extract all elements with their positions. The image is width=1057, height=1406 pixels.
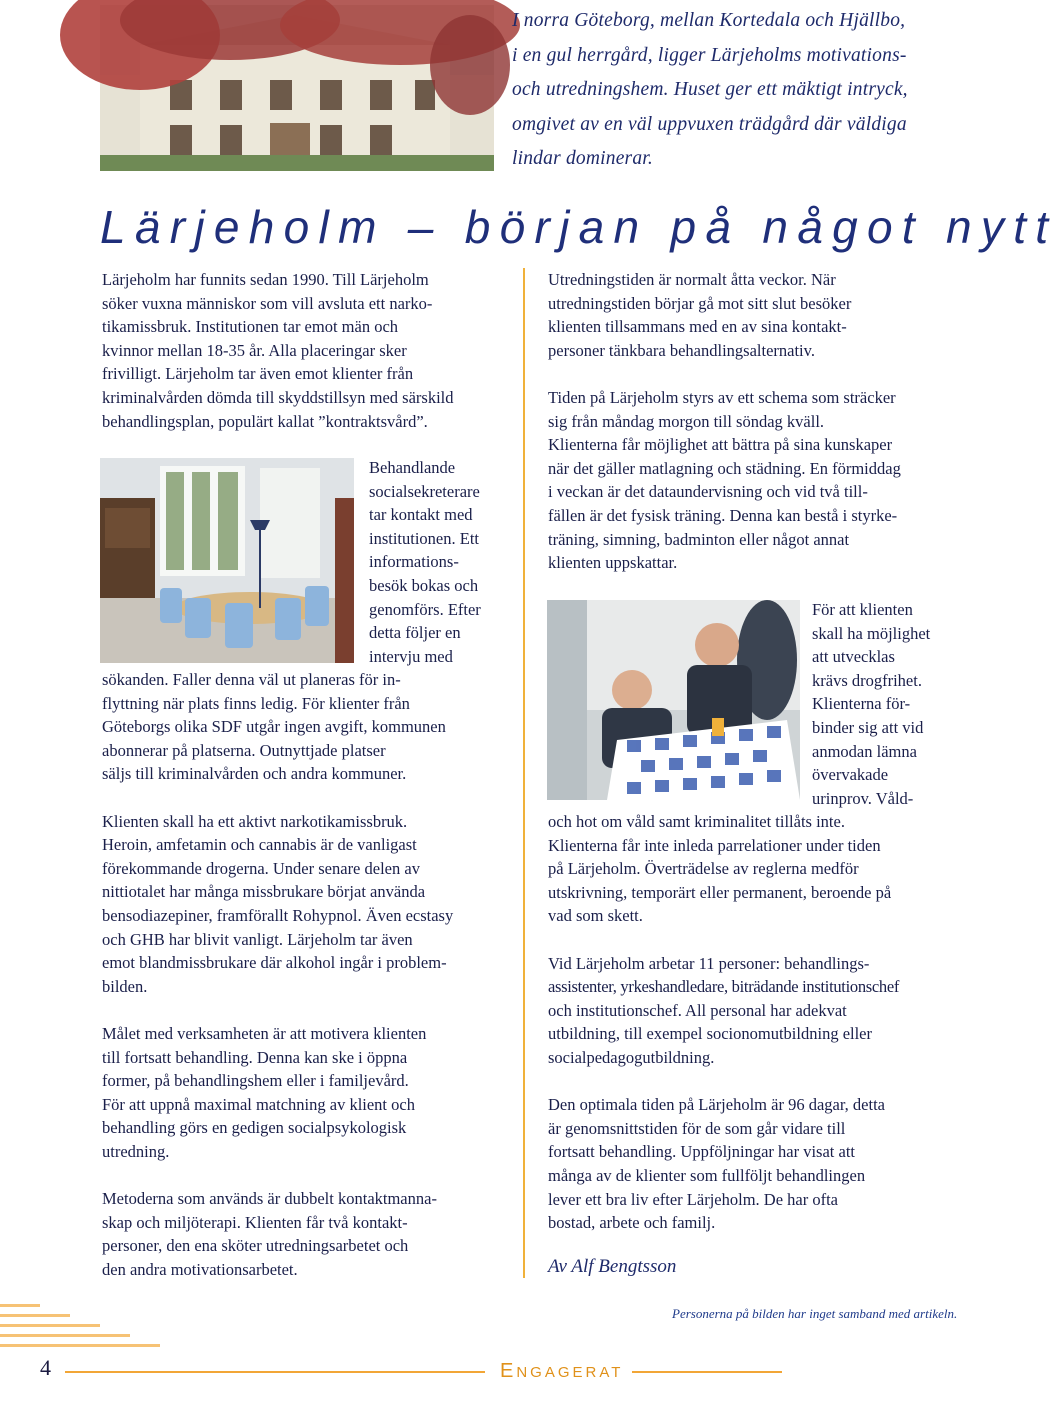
text-line: Heroin, amfetamin och cannabis är de vanligast — [102, 835, 417, 855]
text-line: klienten tillsammans med en av sina kontakt- — [548, 317, 847, 337]
text-line: personer tänkbara behandlingsalternativ. — [548, 340, 815, 360]
text-line: bostad, arbete och familj. — [548, 1213, 716, 1233]
intro-text — [512, 4, 960, 177]
text-line: och hot om våld samt kriminalitet tillåts inte. — [548, 812, 845, 831]
manor-house-photo — [100, 5, 494, 171]
text-line: genomförs. Efter — [369, 599, 481, 619]
text-line: personer, den ena sköter utredningsarbetet och — [102, 1236, 409, 1256]
text-line: utredningstiden börjar gå mot sitt slut besöker — [548, 293, 852, 313]
intro-line: lindar dominerar. — [512, 148, 653, 169]
text-line: lever ett bra liv efter Lärjeholm. De har ofta — [548, 1189, 838, 1209]
text-line: behandling görs en gedigen socialpsykologisk — [102, 1118, 407, 1138]
right-column-body — [548, 810, 960, 1235]
right-wrap-text — [812, 598, 960, 810]
text-line: Klienterna för- — [812, 694, 911, 714]
text-line: många av de klienter som fullföljt behandlingen — [548, 1165, 866, 1185]
text-line: vad som skett. — [548, 906, 643, 926]
text-line: Tiden på Lärjeholm styrs av ett schema som sträcker — [548, 387, 896, 407]
text-line: och institutionschef. All personal har adekvat — [548, 1000, 847, 1020]
two-men-photo — [547, 600, 800, 800]
text-line: att utvecklas — [812, 647, 895, 667]
article-headline: Lärjeholm – början på något nytt — [100, 201, 1057, 253]
text-line: söker vuxna människor som vill avsluta ett narko- — [102, 293, 433, 313]
paragraph — [102, 1022, 522, 1164]
footer-rule-left — [65, 1371, 485, 1373]
text-line: säljs till kriminalvården och andra kommuner. — [102, 764, 407, 784]
paragraph — [548, 1093, 960, 1235]
text-line: utredning. — [102, 1141, 170, 1161]
text-line: utskrivning, temporärt eller permanent, beroende på — [548, 882, 892, 902]
text-line: institutionen. Ett — [369, 528, 479, 548]
text-line: Klienten skall ha ett aktivt narkotikamissbruk. — [102, 811, 408, 831]
text-line: övervakade — [812, 765, 889, 785]
text-line: bilden. — [102, 976, 148, 996]
paragraph — [102, 668, 522, 786]
text-line: abonnerar på platserna. Outnyttjade platser — [102, 740, 386, 760]
paragraph — [548, 268, 960, 362]
text-line: sig från måndag morgon till söndag kväll. — [548, 411, 825, 431]
paragraph — [102, 1187, 522, 1281]
brand-rest: NGAGERAT — [516, 1364, 624, 1381]
text-line: förekommande drogerna. Under senare delen av — [102, 858, 420, 878]
text-line: socialpedagogutbildning. — [548, 1047, 715, 1067]
text-line: och GHB har blivit vanligt. Lärjeholm tar även — [102, 929, 413, 949]
text-line: binder sig att vid — [812, 717, 924, 737]
text-line: är genomsnittstiden för de som går vidare till — [548, 1118, 846, 1138]
text-line: i veckan är det dataundervisning och vid två till- — [548, 482, 868, 502]
page-number: 4 — [40, 1355, 51, 1380]
text-line: Målet med verksamheten är att motivera klienten — [102, 1023, 427, 1043]
text-line: Klienterna får inte inleda parrelationer under tiden — [548, 835, 881, 855]
footer-brand — [500, 1360, 623, 1383]
text-line: kriminalvården dömda till skyddstillsyn med särskild — [102, 387, 454, 407]
author-byline: Av Alf Bengtsson — [548, 1256, 677, 1277]
intro-line: i en gul herrgård, ligger Lärjeholms motivations- — [512, 44, 907, 66]
text-line: Utredningstiden är normalt åtta veckor. När — [548, 270, 836, 289]
text-line: Lärjeholm har funnits sedan 1990. Till Lärjeholm — [102, 270, 429, 289]
footer-rule-right — [632, 1371, 782, 1373]
text-line: när det gäller matlagning och städning. En förmiddag — [548, 458, 901, 478]
text-line: Behandlande — [369, 458, 456, 477]
text-line: Klienterna får möjlighet att bättra på sina kunskaper — [548, 435, 893, 455]
text-line: skap och miljöterapi. Klienten får två kontakt- — [102, 1212, 408, 1232]
intro-line: I norra Göteborg, mellan Kortedala och Hjällbo, — [512, 10, 906, 31]
text-line: Den optimala tiden på Lärjeholm är 96 dagar, detta — [548, 1095, 886, 1115]
text-line: på Lärjeholm. Överträdelse av reglerna medför — [548, 859, 859, 879]
brand-initial: E — [500, 1360, 517, 1382]
text-line: behandlingsplan, populärt kallat ”kontraktsvård”. — [102, 411, 428, 431]
text-line: klienten uppskattar. — [548, 553, 678, 573]
decorative-stripes — [0, 1300, 160, 1390]
text-line: krävs drogfrihet. — [812, 670, 922, 690]
intro-line: och utredningshem. Huset ger ett mäktigt intryck, — [512, 79, 908, 100]
text-line: anmodan lämna — [812, 741, 917, 761]
text-line: urinprov. Våld- — [812, 788, 914, 808]
text-line: För att klienten — [812, 600, 913, 619]
text-line: fortsatt behandling. Uppföljningar har visat att — [548, 1142, 856, 1162]
text-line: träning, simning, badminton eller något annat — [548, 529, 850, 549]
text-line: utbildning, till exempel socionomutbildning eller — [548, 1024, 872, 1044]
text-line: flyttning när plats finns ledig. För klienter från — [102, 693, 410, 713]
right-column-top — [548, 268, 960, 575]
interior-room-photo — [100, 458, 354, 663]
text-line: tikamissbruk. Institutionen tar emot män och — [102, 317, 399, 337]
text-line: skall ha möjlighet — [812, 623, 931, 643]
paragraph — [548, 952, 960, 1070]
text-line: former, på behandlingshem eller i familjevård. — [102, 1071, 409, 1091]
left-column-body — [102, 668, 522, 1281]
text-line: socialsekreterare — [369, 481, 480, 501]
text-line: intervju med — [369, 646, 453, 666]
text-line: den andra motivationsarbetet. — [102, 1259, 298, 1279]
text-line: emot blandmissbrukare där alkohol ingår i problem- — [102, 953, 447, 973]
text-line: sökanden. Faller denna väl ut planeras för in- — [102, 670, 401, 689]
text-line: För att uppnå maximal matchning av klient och — [102, 1094, 415, 1114]
text-line: detta följer en — [369, 623, 461, 643]
column-divider — [523, 268, 525, 1278]
text-line: nittiotalet har många missbrukare börjat använda — [102, 882, 426, 902]
photo-disclaimer: Personerna på bilden har inget samband med artikeln. — [672, 1306, 958, 1321]
paragraph — [548, 386, 960, 575]
intro-line: omgivet av en väl uppvuxen trädgård där väldiga — [512, 113, 907, 135]
text-line: informations- — [369, 552, 459, 572]
text-line: fällen är det fysisk träning. Denna kan bestå i styrke- — [548, 505, 898, 525]
left-column-intro — [102, 268, 517, 433]
text-line: till fortsatt behandling. Denna kan ske i öppna — [102, 1047, 408, 1067]
left-wrap-text — [369, 456, 519, 668]
text-line: kvinnor mellan 18-35 år. Alla placeringar sker — [102, 340, 407, 360]
text-line: Göteborgs olika SDF utgår ingen avgift, kommunen — [102, 717, 446, 737]
paragraph — [102, 810, 522, 999]
text-line: bensodiazepiner, framförallt Rohypnol. Även ecstasy — [102, 905, 454, 925]
text-line: Vid Lärjeholm arbetar 11 personer: behandlings- — [548, 953, 870, 973]
text-line: frivilligt. Lärjeholm tar även emot klienter från — [102, 364, 414, 384]
text-line: Metoderna som används är dubbelt kontaktmanna- — [102, 1189, 437, 1209]
text-line: besök bokas och — [369, 575, 479, 595]
paragraph — [548, 810, 960, 928]
text-line: assistenter, yrkeshandledare, biträdande institutionschef — [548, 977, 900, 997]
text-line: tar kontakt med — [369, 505, 473, 525]
